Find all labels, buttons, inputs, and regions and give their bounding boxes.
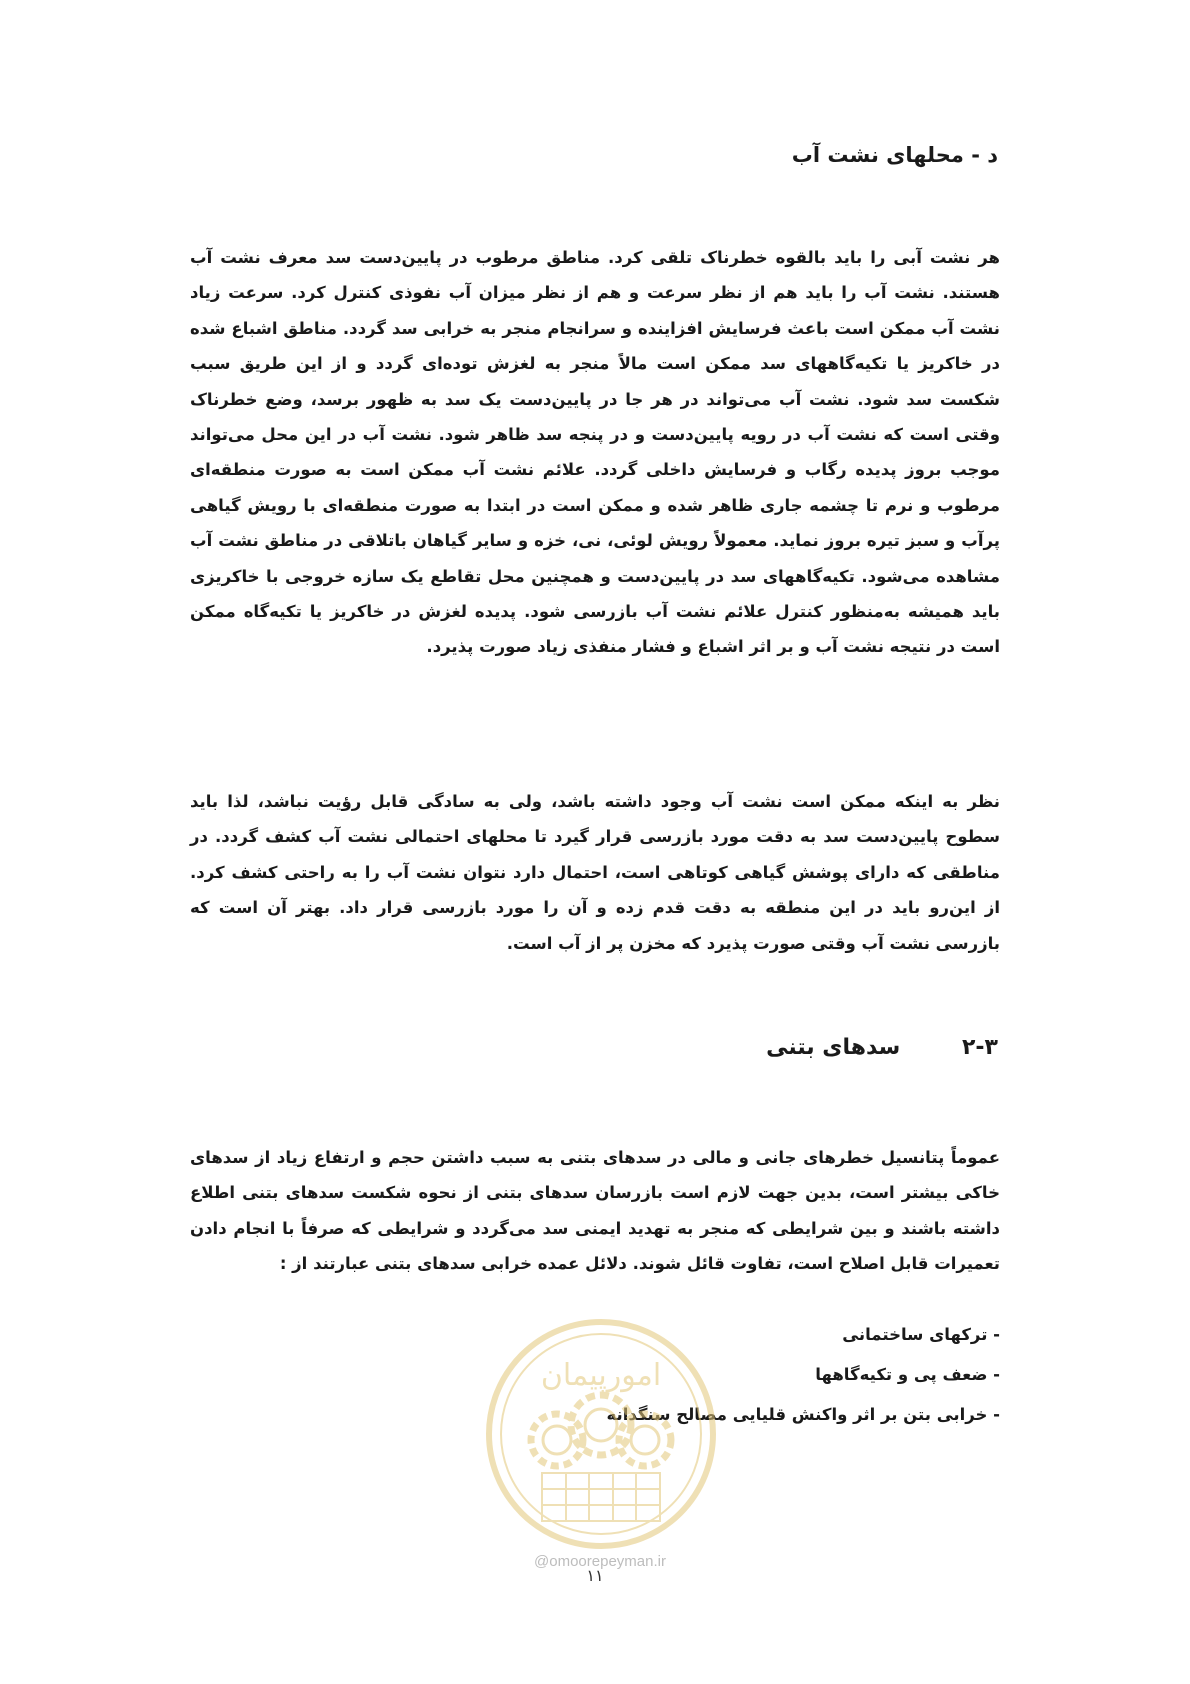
list-item: - خرابی بتن بر اثر واکنش قلیایی مصالح سنگدانه [606, 1405, 1000, 1424]
paragraph-concrete-dams: عموماً پتانسیل خطرهای جانی و مالی در سدهای بتنی به سبب داشتن حجم و ارتفاع زیاد از سدهای خاکی بیشتر است، بدین جهت لازم است بازرسان سدهای بتنی از نحوه شکست سدهای بتنی اطلاع داشته باشند و بین شرایطی که منجر به تهدید ایمنی سد می‌گردد و شرایطی که صرفاً با انجام دادن تعمیرات قابل اصلاح است، تفاوت قائل شوند. دلائل عمده خرابی سدهای بتنی عبارتند از : [190, 1148, 1000, 1274]
section-number: ۲-۳ [962, 1035, 998, 1060]
grid-icon [542, 1473, 660, 1521]
page-number: ۱۱ [586, 1566, 604, 1585]
section-heading [766, 1035, 998, 1060]
section-title: سدهای بتنی [766, 1035, 901, 1060]
paragraph-seepage-locations: هر نشت آبی را باید بالقوه خطرناک تلقی کرد. مناطق مرطوب در پایین‌دست سد معرف نشت آب هستند. نشت آب را باید هم از نظر سرعت و هم از نظر میزان آب نفوذی کنترل کرد. سرعت زیاد نشت آب ممکن است باعث فرسایش افزاینده و سرانجام منجر به خرابی سد گردد. مناطق اشباع شده در خاکریز یا تکیه‌گاههای سد ممکن است مالاً منجر به لغزش توده‌ای گردد و از این طریق سبب شکست سد شود. نشت آب می‌تواند در هر جا در پایین‌دست یک سد به ظهور برسد، وضع خطرناک وقتی است که نشت آب در رویه پایین‌دست و در پنجه سد ظاهر شود. نشت آب در این محل می‌تواند موجب بروز پدیده رگاب و فرسایش داخلی گردد. علائم نشت آب ممکن است به صورت منطقه‌ای مرطوب و نرم تا چشمه جاری ظاهر شده و ممکن است در ابتدا به صورت منطقه‌ای با رویش گیاهی پرآب و سبز تیره بروز نماید. معمولاً رویش لوئی، نی، خزه و سایر گیاهان باتلاقی در مناطق نشت آب مشاهده می‌شود. تکیه‌گاههای سد در پایین‌دست و همچنین محل تقاطع یک سازه خروجی با خاکریزی باید همیشه به‌منظور کنترل علائم نشت آب بازرسی شود. پدیده لغزش در خاکریز یا تکیه‌گاه ممکن است در نتیجه نشت آب و بر اثر اشباع و فشار منفذی زیاد صورت پذیرد. [190, 248, 1000, 657]
paragraph-seepage-inspection: نظر به اینکه ممکن است نشت آب وجود داشته باشد، ولی به سادگی قابل رؤیت نباشد، لذا باید سطوح پایین‌دست سد به دقت مورد بازرسی قرار گیرد تا محلهای احتمالی نشت آب کشف گردد. در مناطقی که دارای پوشش گیاهی کوتاهی است، احتمال دارد نتوان نشت آب را به راحتی کشف کرد. از این‌رو باید در این منطقه به دقت قدم زده و آن را مورد بازرسی قرار داد. بهتر آن است که بازرسی نشت آب وقتی صورت پذیرد که مخزن پر از آب است. [190, 792, 1000, 953]
watermark-url: @omoorepeyman.ir [534, 1553, 666, 1570]
failure-causes-list [607, 1315, 1001, 1435]
subsection-heading: د - محلهای نشت آب [791, 143, 998, 167]
list-item: - ترکهای ساختمانی [842, 1325, 1000, 1344]
gear-icon [531, 1414, 583, 1466]
watermark-logo-text: امورپیمان [540, 1358, 662, 1393]
list-item: - ضعف پی و تکیه‌گاهها [815, 1365, 1000, 1384]
